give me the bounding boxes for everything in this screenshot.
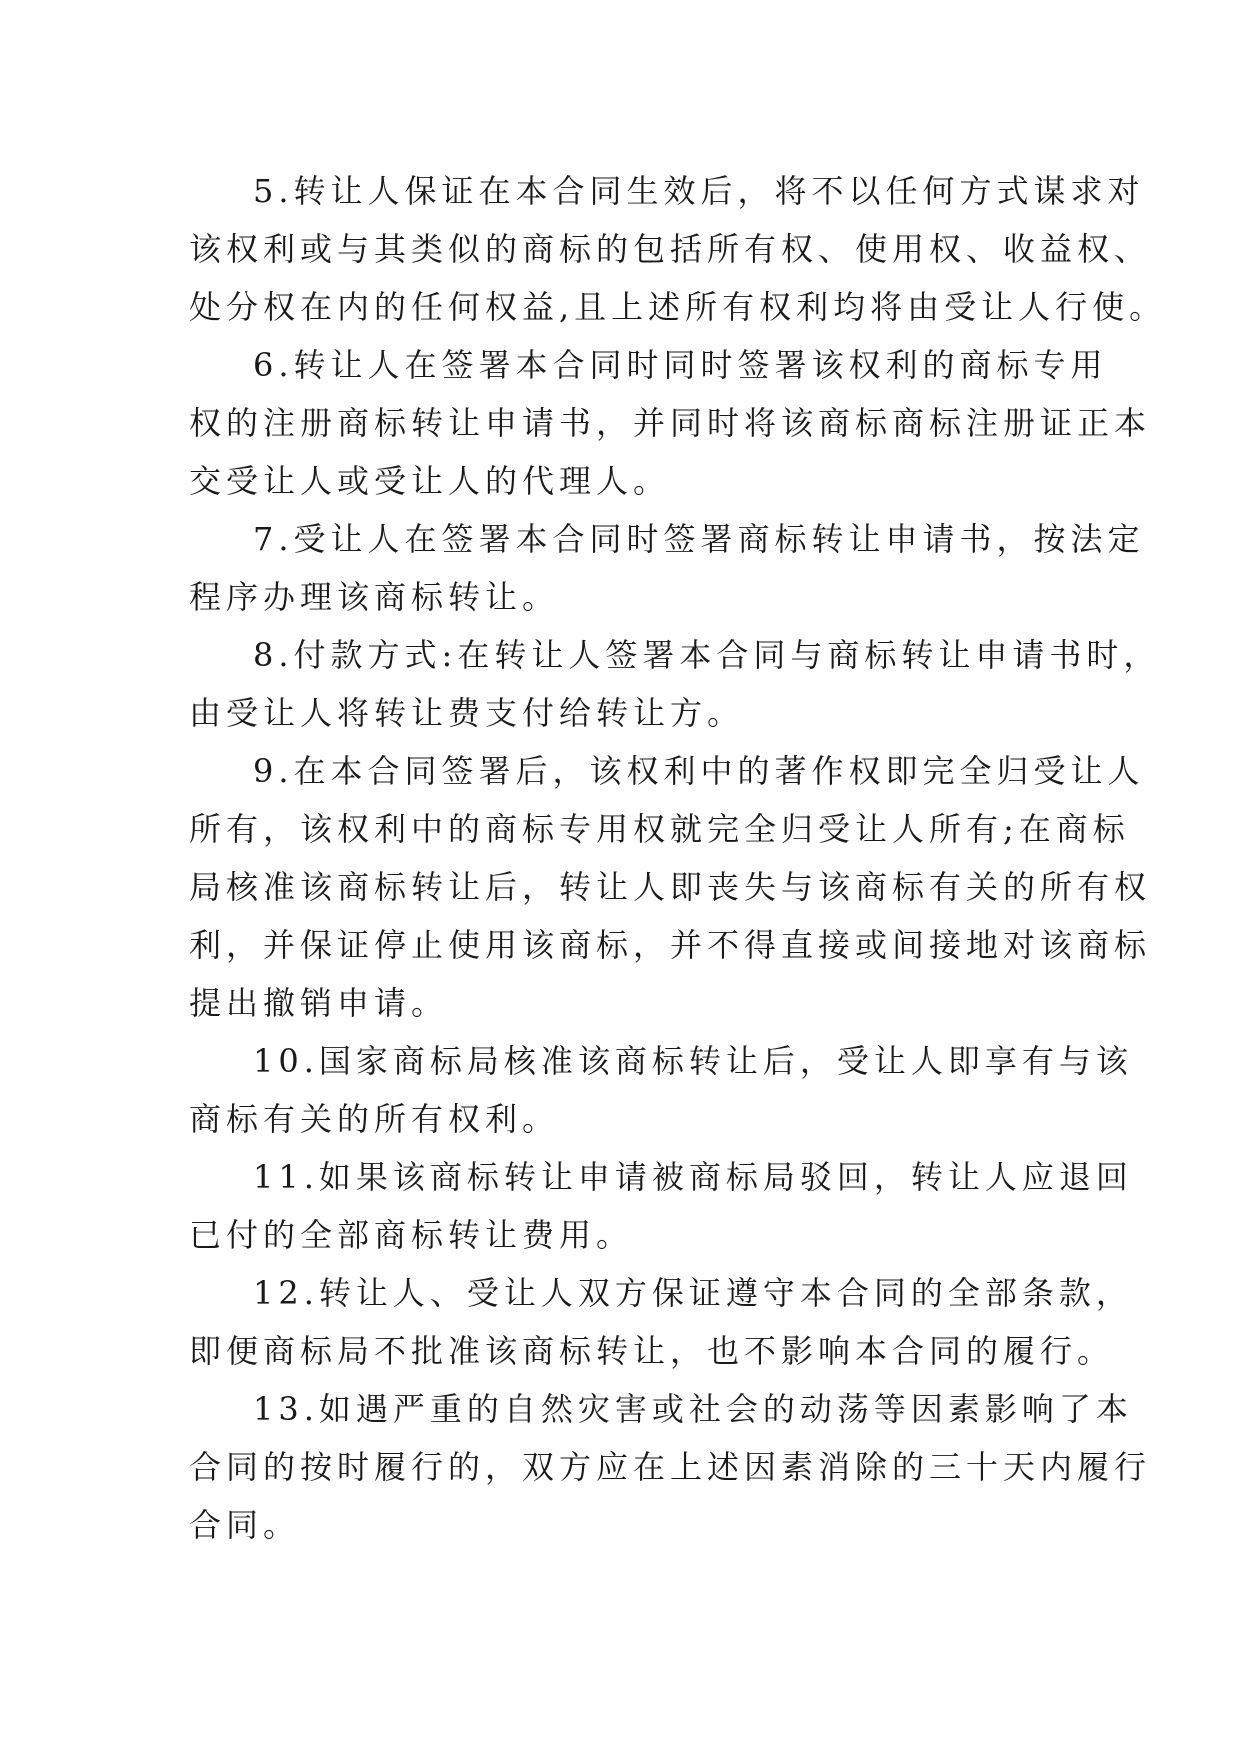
clause-line: 10.国家商标局核准该商标转让后，受让人即享有与该 (253, 1042, 1133, 1080)
contract-clause (189, 336, 1152, 510)
clause-line: 利，并保证停止使用该商标，并不得直接或间接地对该商标 (189, 926, 1152, 964)
clause-line: 7.受让人在签署本合同时签署商标转让申请书，按法定 (253, 520, 1145, 558)
clause-line: 12.转让人、受让人双方保证遵守本合同的全部条款， (253, 1274, 1133, 1312)
clause-line: 程序办理该商标转让。 (189, 578, 560, 616)
clause-line: 该权利或与其类似的商标的包括所有权、使用权、收益权、 (189, 230, 1152, 268)
contract-clause (189, 742, 1152, 1032)
clause-line: 即便商标局不批准该商标转让，也不影响本合同的履行。 (189, 1332, 1115, 1370)
clause-line: 权的注册商标转让申请书，并同时将该商标商标注册证正本 (189, 404, 1152, 442)
clause-line: 8.付款方式:在转让人签署本合同与商标转让申请书时， (253, 636, 1161, 674)
clause-line: 合同的按时履行的，双方应在上述因素消除的三十天内履行 (189, 1448, 1152, 1486)
clause-line: 所有，该权利中的商标专用权就完全归受让人所有;在商标 (189, 810, 1130, 848)
clause-line: 11.如果该商标转让申请被商标局驳回，转让人应退回 (253, 1158, 1133, 1196)
contract-clause (189, 162, 1167, 336)
contract-clause (189, 510, 1145, 626)
clause-line: 由受让人将转让费支付给转让方。 (189, 694, 745, 732)
contract-clause (189, 1148, 1133, 1264)
contract-clause (189, 1380, 1152, 1554)
contract-clause (189, 626, 1161, 742)
clause-line: 商标有关的所有权利。 (189, 1100, 560, 1138)
contract-body (189, 162, 1167, 1554)
clause-line: 6.转让人在签署本合同时同时签署该权利的商标专用 (253, 346, 1108, 384)
contract-clause (189, 1032, 1133, 1148)
clause-line: 5.转让人保证在本合同生效后，将不以任何方式谋求对 (253, 172, 1145, 210)
clause-line: 交受让人或受让人的代理人。 (189, 462, 671, 500)
contract-clause (189, 1264, 1133, 1380)
clause-line: 已付的全部商标转让费用。 (189, 1216, 634, 1254)
clause-line: 局核准该商标转让后，转让人即丧失与该商标有关的所有权 (189, 868, 1152, 906)
clause-line: 处分权在内的任何权益,且上述所有权利均将由受让人行使。 (189, 288, 1167, 326)
clause-line: 13.如遇严重的自然灾害或社会的动荡等因素影响了本 (253, 1390, 1133, 1428)
clause-line: 合同。 (189, 1506, 301, 1544)
clause-line: 提出撤销申请。 (189, 984, 449, 1022)
clause-line: 9.在本合同签署后，该权利中的著作权即完全归受让人 (253, 752, 1145, 790)
